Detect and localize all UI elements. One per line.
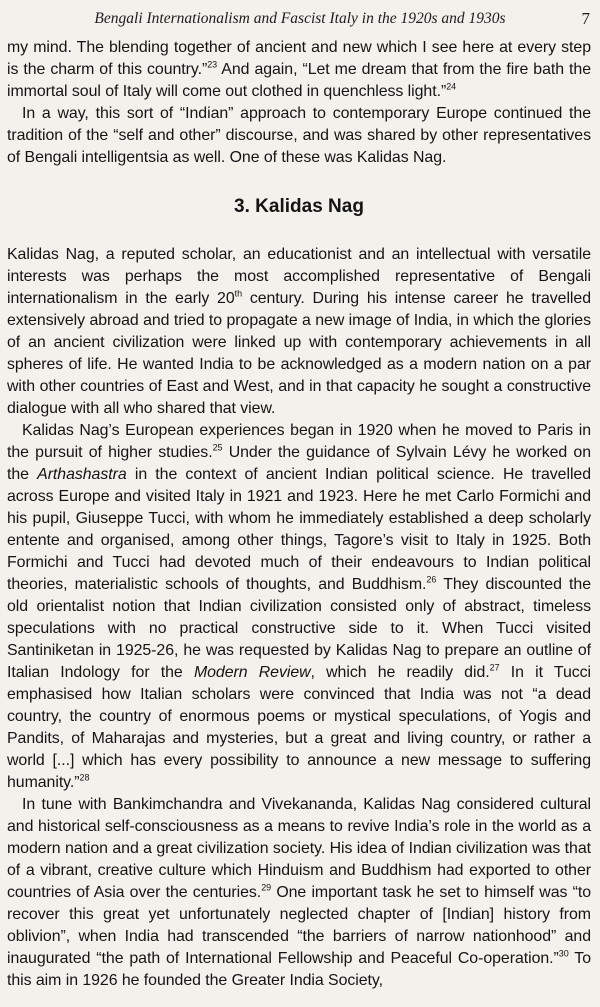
- text-run: my mind. The blending together of ancient and new which I see here at every step is the charm of this country.”: [7, 39, 591, 78]
- text-run: Under the guidance of Sylvain Lévy he worked on the: [7, 444, 592, 483]
- footnote-marker: 24: [446, 81, 457, 92]
- body-text: [7, 37, 591, 992]
- paragraph-2: [7, 103, 591, 169]
- text-run: Kalidas Nag’s European experiences began in 1920 when he moved to Paris in the pursuit of higher studies.: [7, 422, 591, 461]
- footnote-marker: 23: [207, 59, 218, 70]
- footnote-marker: 25: [212, 442, 223, 453]
- footnote-marker: th: [234, 288, 243, 299]
- page-number: 7: [581, 9, 590, 28]
- text-run: , which he readily did.: [310, 664, 490, 681]
- text-run: And again, “Let me dream that from the fire bath the immortal soul of Italy will come out clothed in quenchless light.”: [7, 61, 591, 100]
- text-run: Kalidas Nag, a reputed scholar, an educationist and an intellectual with versatile interests was perhaps the most accomplished representative of Bengali internationalism in the early 20: [7, 246, 591, 307]
- text-run: in the context of ancient Indian political science. He travelled across Europe and visited Italy in 1921 and 1923. Here he met Carlo Formichi and his pupil, Giuseppe Tucci, with whom he immediately established a deep scholarly entente and organised, among other things, Tagore’s visit to Italy in 1925. Both Formichi and Tucci had devoted much of their endeavours to Indian political theories, materialistic schools of thoughts, and Buddhism.: [7, 466, 591, 593]
- italic-title: Arthashastra: [37, 466, 127, 483]
- footnote-marker: 29: [261, 882, 272, 893]
- text-run: They discounted the old orientalist notion that Indian civilization consisted only of abstract, timeless speculations with no practical constructive side to it. When Tucci visited Santiniketan in 1925-26, he was requested by Kalidas Nag to prepare an outline of Italian Indology for the: [7, 576, 591, 681]
- paragraph-1: [7, 37, 591, 103]
- footnote-marker: 28: [79, 772, 90, 783]
- footnote-marker: 30: [558, 948, 569, 959]
- footnote-marker: 27: [489, 662, 500, 673]
- paragraph-3: [7, 244, 591, 420]
- section-heading: 3. Kalidas Nag: [234, 196, 364, 217]
- text-run: In a way, this sort of “Indian” approach to contemporary Europe continued the tradition of the “self and other” discourse, and was shared by other representatives of Bengali intelligentsia as well. One of these was Kalidas Nag.: [7, 105, 591, 166]
- running-header: [0, 6, 600, 32]
- paragraph-5: [7, 794, 591, 992]
- text-run: To this aim in 1926 he founded the Greater India Society,: [7, 950, 591, 989]
- italic-title: Modern Review: [193, 664, 311, 681]
- text-run: century. During his intense career he travelled extensively abroad and tried to propagate a new image of India, in which the glories of an ancient civilization were linked up with contemporary achievements in all spheres of life. He wanted India to be acknowledged as a modern nation on a par with other countries of East and West, and in that capacity he sought a constructive dialogue with all who shared that view.: [7, 290, 591, 417]
- text-run: In tune with Bankimchandra and Vivekananda, Kalidas Nag considered cultural and historical self-consciousness as a means to revive India’s role in the world as a modern nation and a great civilization society. His idea of Indian civilization was that of a vibrant, creative culture which Hinduism and Buddhism had exported to other countries of Asia over the centuries.: [7, 796, 591, 901]
- text-run: In it Tucci emphasised how Italian scholars were convinced that India was not “a dead country, the country of enormous poems or mystical speculations, of Yogis and Pandits, of Maharajas and mysteries, but a great and living country, or rather a world [...] which has every possibility to announce a new message to suffering humanity.”: [7, 664, 592, 791]
- text-run: One important task he set to himself was “to recover this great yet unfortunately neglected chapter of [Indian] history from oblivion”, when India had transcended “the barriers of narrow nationhood” and inaugurated “the path of International Fellowship and Peaceful Co-operation.”: [7, 884, 591, 967]
- paragraph-4: [7, 420, 591, 794]
- running-title: Bengali Internationalism and Fascist Italy in the 1920s and 1930s: [94, 10, 506, 27]
- footnote-marker: 26: [426, 574, 437, 585]
